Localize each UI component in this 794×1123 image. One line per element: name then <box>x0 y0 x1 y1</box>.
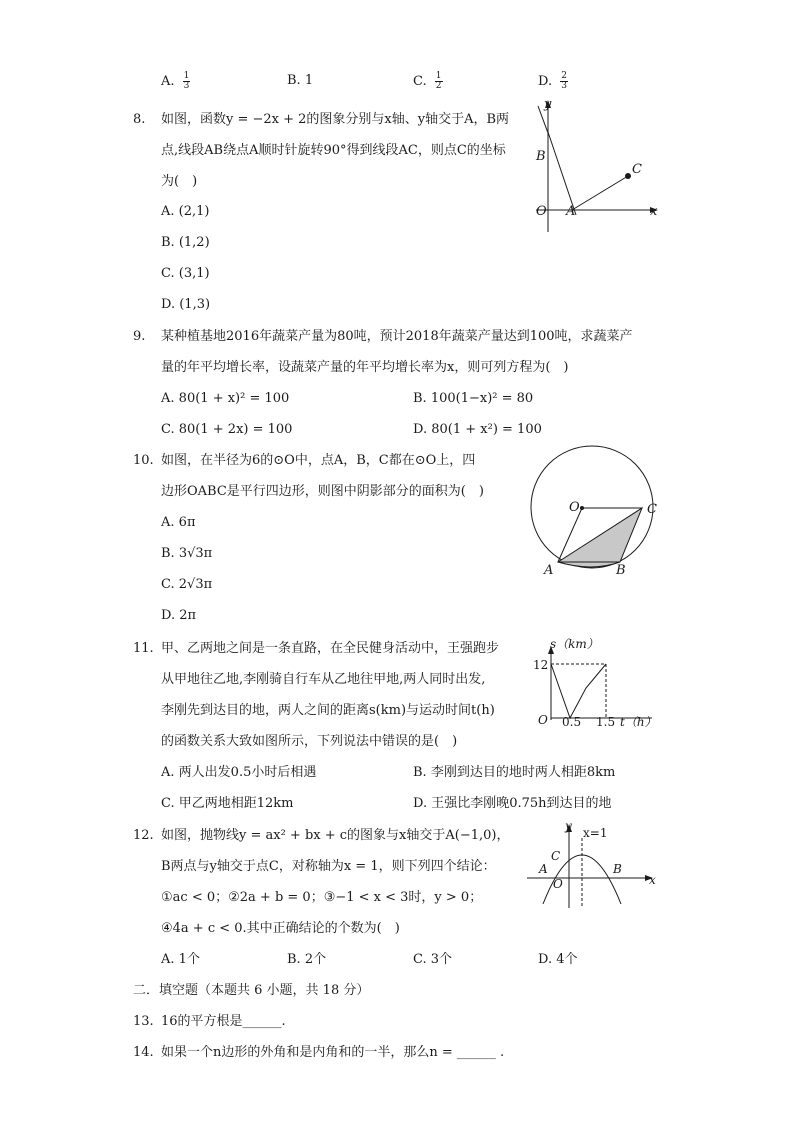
q11-stem-line1: 甲、乙两地之间是一条直路，在全民健身活动中，王强跑步 <box>161 641 500 656</box>
q12-label-axis: x=1 <box>583 826 608 840</box>
q8-number: 8. <box>133 112 146 127</box>
q10-label-a: A <box>544 563 554 578</box>
q12-option-b[interactable]: B. 2个 <box>287 952 327 967</box>
q10-label-o: O <box>569 500 580 515</box>
q14-number: 14. <box>133 1045 154 1060</box>
q11-label-o: O <box>538 713 548 727</box>
q12-label-x: x <box>649 873 656 887</box>
q8-label-c: C <box>632 162 642 177</box>
q8-label-a: A <box>566 204 576 219</box>
q11-label-15: 1.5 <box>596 715 616 729</box>
section-2-title: 二．填空题（本题共 6 小题，共 18 分） <box>133 983 370 998</box>
q8-segment-ac <box>572 176 628 210</box>
q8-option-a[interactable]: A. (2,1) <box>161 204 210 219</box>
q8-label-y: y <box>544 97 552 112</box>
q10-point-o <box>580 506 584 510</box>
q10-label-c: C <box>647 502 657 517</box>
q12-label-y: y <box>565 819 572 833</box>
q9-option-a[interactable]: A. 80(1 + x)² = 100 <box>161 391 290 406</box>
q9-stem-line1: 某种植基地2016年蔬菜产量为80吨，预计2018年蔬菜产量达到100吨，求蔬菜产 <box>161 329 633 344</box>
q10-option-d[interactable]: D. 2π <box>161 608 197 623</box>
q8-option-d[interactable]: D. (1,3) <box>161 297 211 312</box>
q12-label-o: O <box>553 877 563 891</box>
q12-option-d[interactable]: D. 4个 <box>538 952 578 967</box>
q12-figure <box>525 818 660 910</box>
q12-option-c[interactable]: C. 3个 <box>413 952 453 967</box>
q8-option-c[interactable]: C. (3,1) <box>161 266 210 281</box>
q11-figure <box>530 630 664 730</box>
fraction-two-thirds: 2 3 <box>561 71 567 91</box>
q12-option-a[interactable]: A. 1个 <box>161 952 200 967</box>
q8-label-b: B <box>536 149 546 164</box>
q10-number: 10. <box>133 453 154 468</box>
q11-label-05: 0.5 <box>562 715 582 729</box>
q13-text: 16的平方根是______. <box>161 1014 286 1029</box>
q10-stem-line2: 边形OABC是平行四边形，则图中阴影部分的面积为( ) <box>161 484 484 499</box>
q9-option-d[interactable]: D. 80(1 + x²) = 100 <box>413 422 542 437</box>
q12-label-b: B <box>613 862 622 876</box>
q11-stem-line3: 李刚先到达目的地，两人之间的距离s(km)与运动时间t(h) <box>161 703 495 718</box>
q10-figure <box>520 444 670 580</box>
q11-option-b[interactable]: B. 李刚到达目的地时两人相距8km <box>413 765 616 780</box>
q8-stem-line2: 点,线段AB绕点A顺时针旋转90°得到线段AC，则点C的坐标 <box>161 143 506 158</box>
q9-option-b[interactable]: B. 100(1−x)² = 80 <box>413 391 534 406</box>
q11-number: 11. <box>133 641 154 656</box>
q12-stem-line3: ①ac < 0；②2a + b = 0；③−1 < x < 3时，y > 0； <box>161 890 483 905</box>
q13-number: 13. <box>133 1014 154 1029</box>
q9-stem-line2: 量的年平均增长率，设蔬菜产量的年平均增长率为x，则可列方程为( ) <box>161 360 569 375</box>
q11-label-s: s（km） <box>550 637 599 651</box>
fraction-one-third: 1 3 <box>183 71 190 91</box>
q11-stem-line2: 从甲地往乙地,李刚骑自行车从乙地往甲地,两人同时出发, <box>161 672 486 687</box>
q10-option-b[interactable]: B. 3√3π <box>161 546 213 561</box>
q12-stem-line1: 如图，抛物线y = ax² + bx + c的图象与x轴交于A(−1,0)， <box>161 828 510 843</box>
q11-option-d[interactable]: D. 王强比李刚晚0.75h到达目的地 <box>413 796 612 811</box>
q11-label-t: t（h） <box>620 715 657 729</box>
q10-shaded-region <box>558 508 642 567</box>
q12-stem-line4: ④4a + c < 0.其中正确结论的个数为( ) <box>161 921 400 936</box>
q9-option-c[interactable]: C. 80(1 + 2x) = 100 <box>161 422 293 437</box>
q7-option-b[interactable]: B. 1 <box>287 73 314 88</box>
q7-option-c[interactable]: C. 1 2 <box>413 71 442 91</box>
q10-label-b: B <box>616 563 626 578</box>
q14-text: 如果一个n边形的外角和是内角和的一半，那么n = ______ . <box>161 1045 505 1060</box>
q8-option-b[interactable]: B. (1,2) <box>161 235 210 250</box>
fraction-one-half: 1 2 <box>435 71 442 91</box>
q11-stem-line4: 的函数关系大致如图所示，下列说法中错误的是( ) <box>161 734 458 749</box>
q8-point-c <box>625 173 631 179</box>
q12-label-c: C <box>551 849 561 863</box>
q12-stem-line2: B两点与y轴交于点C，对称轴为x = 1，则下列四个结论： <box>161 859 496 874</box>
q7-option-d[interactable]: D. 2 3 <box>538 71 567 91</box>
q8-figure <box>528 96 664 236</box>
q10-option-c[interactable]: C. 2√3π <box>161 577 213 592</box>
q11-option-a[interactable]: A. 两人出发0.5小时后相遇 <box>161 765 317 780</box>
q10-option-a[interactable]: A. 6π <box>161 515 196 530</box>
q12-number: 12. <box>133 828 154 843</box>
q8-line-ab <box>548 132 576 215</box>
q11-graph-line <box>551 664 606 718</box>
q11-option-c[interactable]: C. 甲乙两地相距12km <box>161 796 294 811</box>
q8-label-o: O <box>536 204 547 219</box>
q8-stem-line3: 为( ) <box>161 174 198 189</box>
q9-number: 9. <box>133 329 146 344</box>
q10-stem-line1: 如图，在半径为6的⊙O中，点A，B，C都在⊙O上，四 <box>161 453 476 468</box>
q12-label-a: A <box>539 862 548 876</box>
q7-option-a[interactable]: A. 1 3 <box>161 71 190 91</box>
q11-label-12: 12 <box>533 658 549 672</box>
q8-label-x: x <box>650 204 658 219</box>
q8-stem-line1: 如图，函数y = −2x + 2的图象分别与x轴、y轴交于A，B两 <box>161 112 510 127</box>
